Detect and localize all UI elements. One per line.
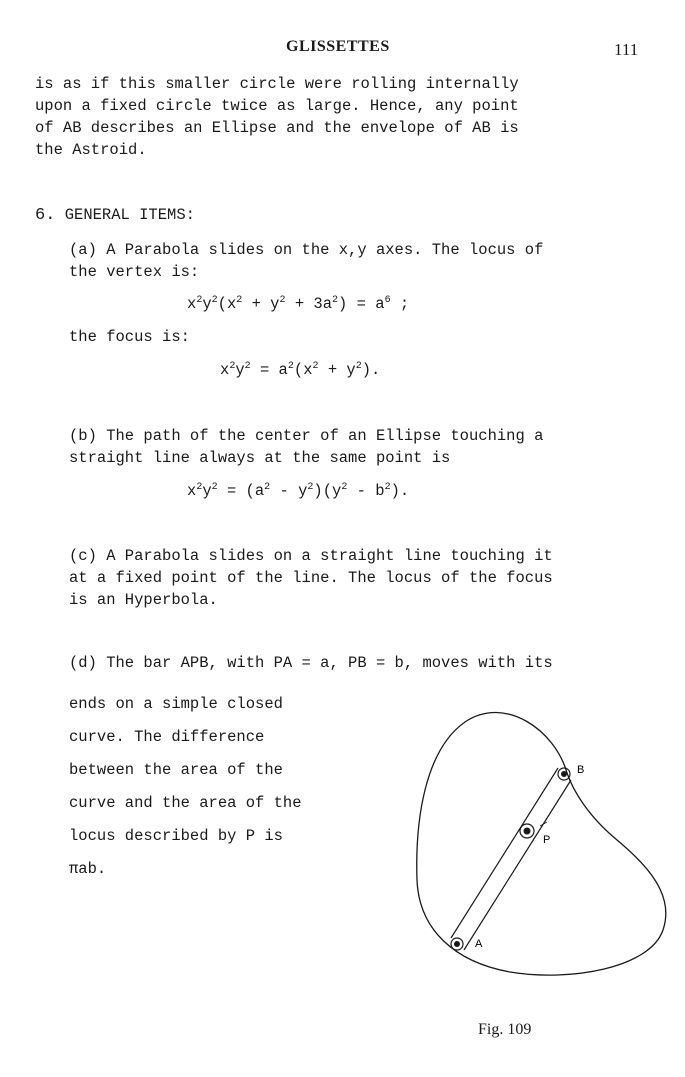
equation-ellipse-center: $x^2y^2 = (a^2 - y^2)(y^2 - b^2)$. [187,482,410,500]
text-line: πab. [69,860,107,878]
text-line: (a) A Parabola slides on the x,y axes. The locus of [69,241,544,259]
section-number: 6. [35,206,56,225]
text-line: at a fixed point of the line. The locus of the focus [69,569,553,587]
text-line: upon a fixed circle twice as large. Hence, any point [35,97,519,115]
text-line: straight line always at the same point is [69,449,451,467]
item-b-text [69,425,543,469]
running-header: GLISSETTES [286,38,390,55]
equation-vertex-locus: $x^2y^2(x^2 + y^2 + 3a^2) = a^6$ ; [187,295,410,313]
text-line: curve and the area of the [69,794,302,812]
text-line: is as if this smaller circle were rolling internally [35,75,519,93]
item-d-first-line: (d) The bar APB, with PA = a, PB = b, moves with its [69,654,553,672]
point-a-marker [451,938,463,950]
section-heading [35,206,195,225]
text-line: between the area of the [69,761,283,779]
page-number: 111 [614,40,639,59]
point-p-marker [520,824,534,838]
text-line: locus described by P is [69,827,283,845]
section-title: GENERAL ITEMS: [64,206,195,224]
equation-focus-locus: $x^2y^2 = a^2(x^2 + y^2)$. [220,361,381,379]
text-line: the vertex is: [69,263,200,281]
text-line: ends on a simple closed [69,695,283,713]
label-b: B [577,764,585,776]
bar-apb [451,768,571,950]
figure-caption: Fig. 109 [478,1021,532,1038]
text-line: (b) The path of the center of an Ellipse touching a [69,427,544,445]
text-line: the Astroid. [35,141,147,159]
text-line: of AB describes an Ellipse and the envelope of AB is [35,119,519,137]
text-line: (c) A Parabola slides on a straight line touching it [69,547,553,565]
label-p: P [543,834,551,846]
figure-109 [395,700,680,990]
focus-label: the focus is: [69,328,190,346]
label-a: A [475,938,483,950]
text-line: is an Hyperbola. [69,591,218,609]
item-c-text [69,545,553,611]
text-line: curve. The difference [69,728,265,746]
point-b-marker [558,768,570,780]
item-d-text [69,688,302,886]
item-a-text [69,239,543,283]
closed-curve [417,713,666,976]
intro-paragraph [35,73,519,161]
